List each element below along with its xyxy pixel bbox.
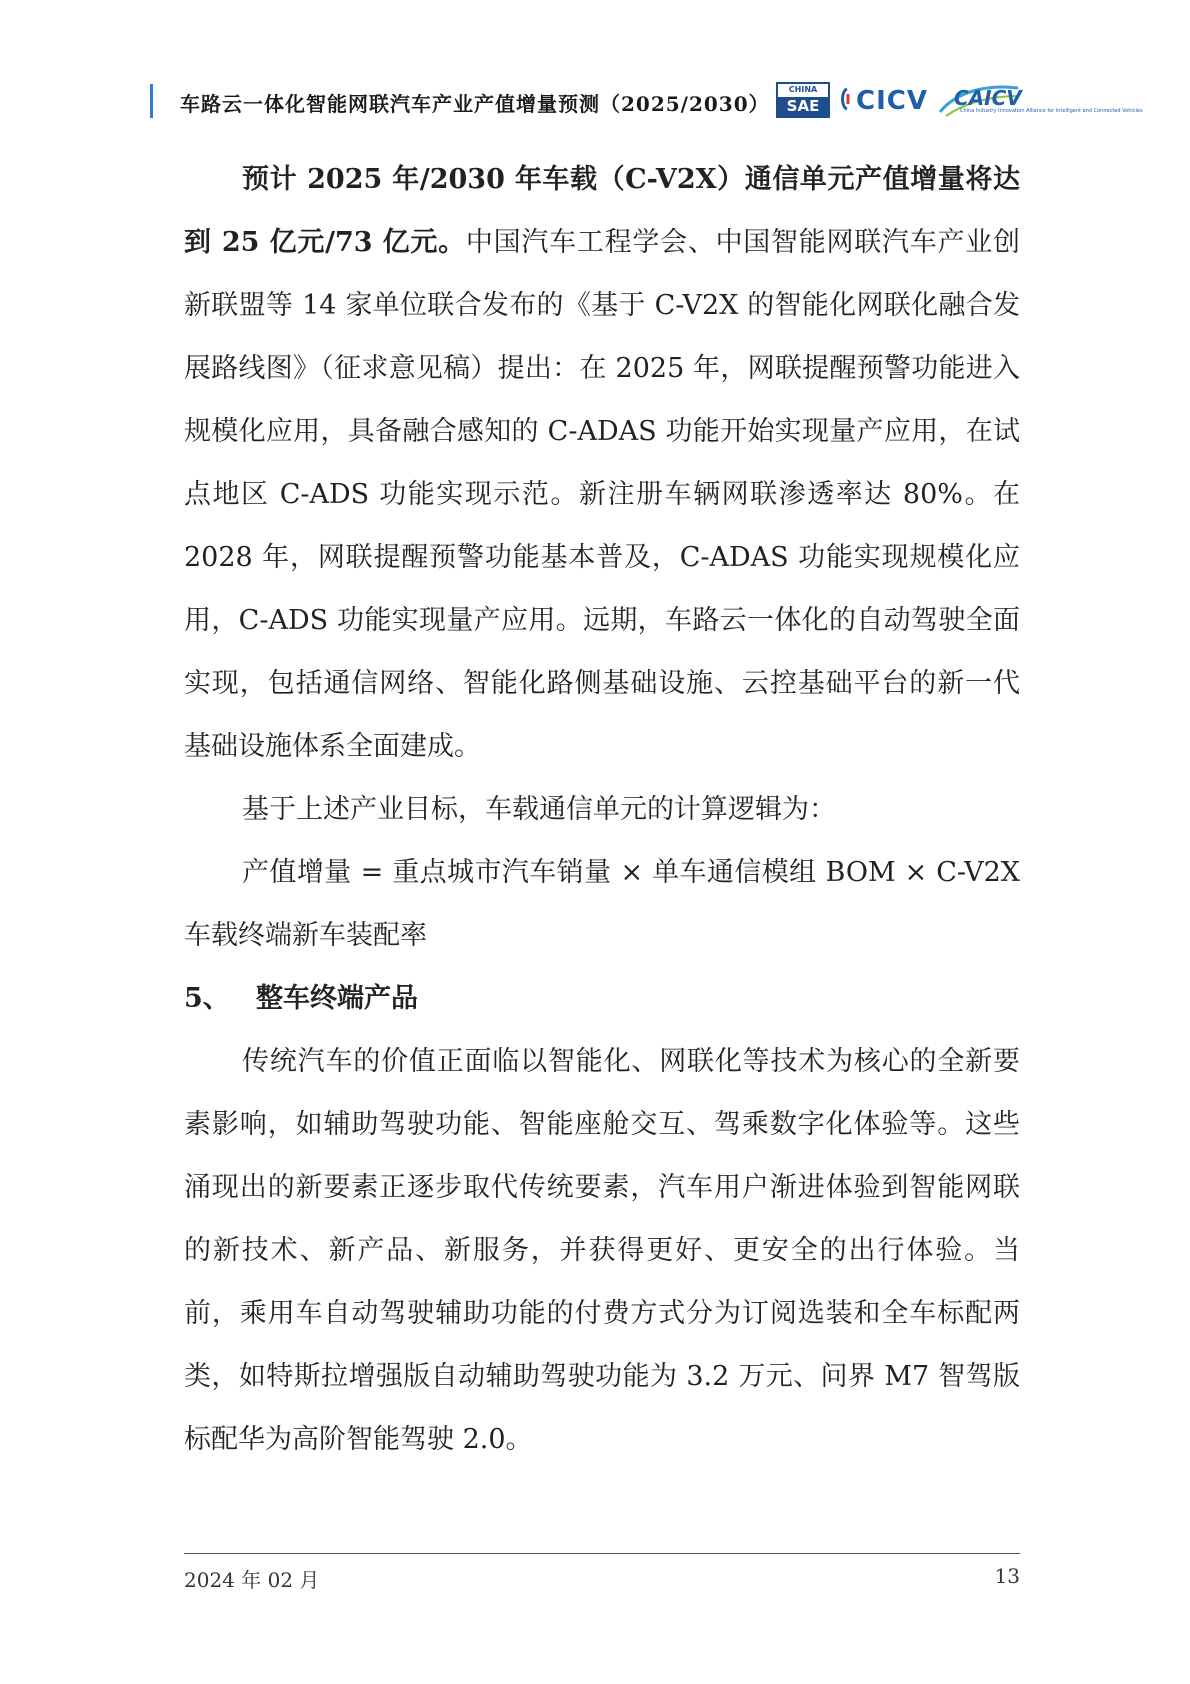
section-heading bbox=[184, 967, 1020, 1030]
paragraph-vehicle-terminal: 传统汽车的价值正面临以智能化、网联化等技术为核心的全新要素影响，如辅助驾驶功能、智能座舱交互、驾乘数字化体验等。这些涌现出的新要素正逐步取代传统要素，汽车用户渐进体验到智能网联的新技术、新产品、新服务，并获得更好、更安全的出行体验。当前，乘用车自动驾驶辅助功能的付费方式分为订阅选装和全车标配两类，如特斯拉增强版自动辅助驾驶功能为 3.2 万元、问界 M7 智驾版标配华为高阶智能驾驶 2.0。 bbox=[184, 1046, 1020, 1455]
china-sae-logo-top: CHINA bbox=[788, 85, 818, 94]
cicv-logo bbox=[838, 86, 928, 116]
section-number: 5、 bbox=[184, 983, 230, 1014]
paragraph-cv2x-lead: 预计 2025 年/2030 年车载（C-V2X）通信单元产值增量将达到 25 亿元/73 亿元。 bbox=[184, 164, 1020, 258]
section-title: 整车终端产品 bbox=[256, 983, 418, 1014]
page-number: 13 bbox=[994, 1564, 1020, 1588]
partner-logos bbox=[776, 80, 1143, 122]
caicv-logo bbox=[936, 82, 1143, 120]
china-sae-logo-bottom: SAE bbox=[778, 97, 828, 116]
cicv-logo-text: CICV bbox=[856, 86, 928, 116]
footer-date: 2024 年 02 月 bbox=[184, 1568, 320, 1592]
caicv-logo-text: CAICV bbox=[954, 86, 1022, 110]
china-sae-logo bbox=[776, 82, 830, 118]
header-title: 车路云一体化智能网联汽车产业产值增量预测（2025/2030） bbox=[180, 92, 770, 116]
footer-divider bbox=[184, 1553, 1020, 1554]
paragraph-calc-intro: 基于上述产业目标，车载通信单元的计算逻辑为： bbox=[242, 794, 836, 825]
page-header bbox=[150, 78, 1143, 122]
paragraph-formula: 产值增量 = 重点城市汽车销量 × 单车通信模组 BOM × C-V2X 车载终端新车装配率 bbox=[184, 857, 1020, 951]
paragraph-cv2x-body: 中国汽车工程学会、中国智能网联汽车产业创新联盟等 14 家单位联合发布的《基于 C-V2X 的智能化网联化融合发展路线图》（征求意见稿）提出：在 2025 年，网联提醒预警功能进入规模化应用，具备融合感知的 C-ADAS 功能开始实现量产应用，在试点地区 C-ADS 功能实现示范。新注册车辆网联渗透率达 80%。在 2028 年，网联提醒预警功能基本普及，C-ADAS 功能实现规模化应用，C-ADS 功能实现量产应用。远期，车路云一体化的自动驾驶全面实现，包括通信网络、智能化路侧基础设施、云控基础平台的新一代基础设施体系全面建成。 bbox=[184, 227, 1020, 762]
page-body bbox=[184, 148, 1020, 1471]
header-accent-bar bbox=[150, 84, 153, 118]
cicv-mark-icon bbox=[838, 86, 856, 112]
caicv-logo-subtitle: China Industry Innovation Alliance for Intelligent and Connected Vehicles bbox=[960, 108, 1143, 114]
paragraph-cv2x bbox=[184, 148, 1020, 778]
